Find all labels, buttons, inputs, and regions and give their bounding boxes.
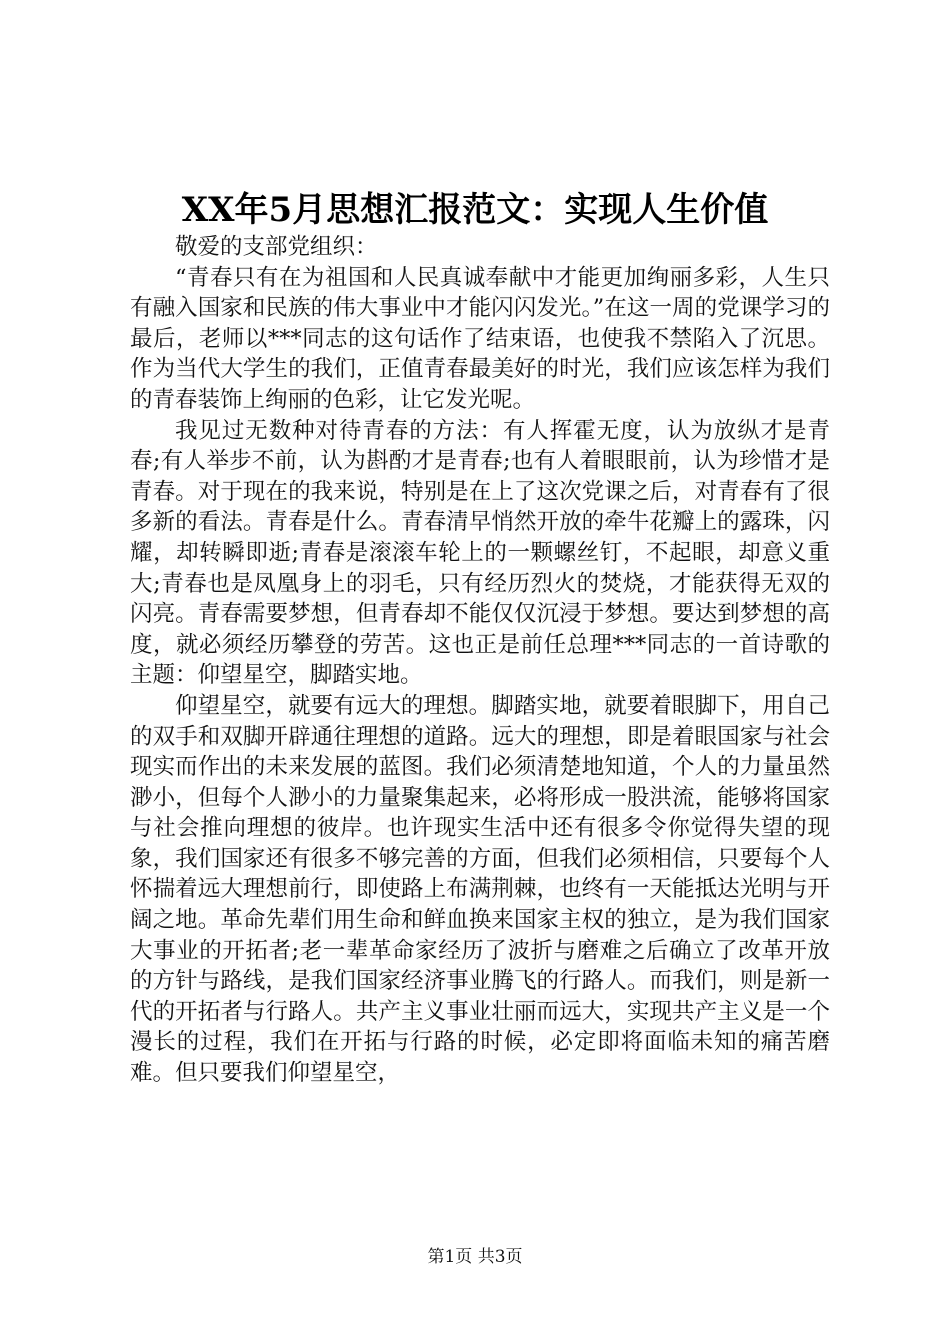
document-body [130, 232, 830, 1089]
document-title: XX年5月思想汇报范文：实现人生价值 [181, 190, 769, 230]
page-number-footer: 第1页 共3页 [427, 1247, 523, 1267]
paragraph: “青春只有在为祖国和人民真诚奉献中才能更加绚丽多彩，人生只有融入国家和民族的伟大事业中才能闪闪发光。”在这一周的党课学习的最后，老师以***同志的这句话作了结束语，也使我不禁陷入了沉思。作为当代大学生的我们，正值青春最美好的时光，我们应该怎样为我们的青春装饰上绚丽的色彩，让它发光呢。 [130, 264, 830, 413]
paragraph: 我见过无数种对待青春的方法：有人挥霍无度，认为放纵才是青春;有人举步不前，认为斟酌才是青春;也有人着眼眼前，认为珍惜才是青春。对于现在的我来说，特别是在上了这次党课之后，对青春有了很多新的看法。青春是什么。青春清早悄然开放的牵牛花瓣上的露珠，闪耀，却转瞬即逝;青春是滚滚车轮上的一颗螺丝钉，不起眼，却意义重大;青春也是凤凰身上的羽毛，只有经历烈火的焚烧，才能获得无双的闪亮。青春需要梦想，但青春却不能仅仅沉浸于梦想。要达到梦想的高度，就必须经历攀登的劳苦。这也正是前任总理***同志的一首诗歌的主题：仰望星空，脚踏实地。 [130, 417, 830, 689]
paragraph: 仰望星空，就要有远大的理想。脚踏实地，就要着眼脚下，用自己的双手和双脚开辟通往理想的道路。远大的理想，即是着眼国家与社会现实而作出的未来发展的蓝图。我们必须清楚地知道，个人的力量虽然渺小，但每个人渺小的力量聚集起来，必将形成一股洪流，能够将国家与社会推向理想的彼岸。也许现实生活中还有很多令你觉得失望的现象，我们国家还有很多不够完善的方面，但我们必须相信，只要每个人怀揣着远大理想前行，即使路上布满荆棘，也终有一天能抵达光明与开阔之地。革命先辈们用生命和鲜血换来国家主权的独立，是为我们国家大事业的开拓者;老一辈革命家经历了波折与磨难之后确立了改革开放的方针与路线，是我们国家经济事业腾飞的行路人。而我们，则是新一代的开拓者与行路人。共产主义事业壮丽而远大，实现共产主义是一个漫长的过程，我们在开拓与行路的时候，必定即将面临未知的痛苦磨难。但只要我们仰望星空， [130, 692, 830, 1087]
salutation: 敬爱的支部党组织： [175, 234, 378, 260]
